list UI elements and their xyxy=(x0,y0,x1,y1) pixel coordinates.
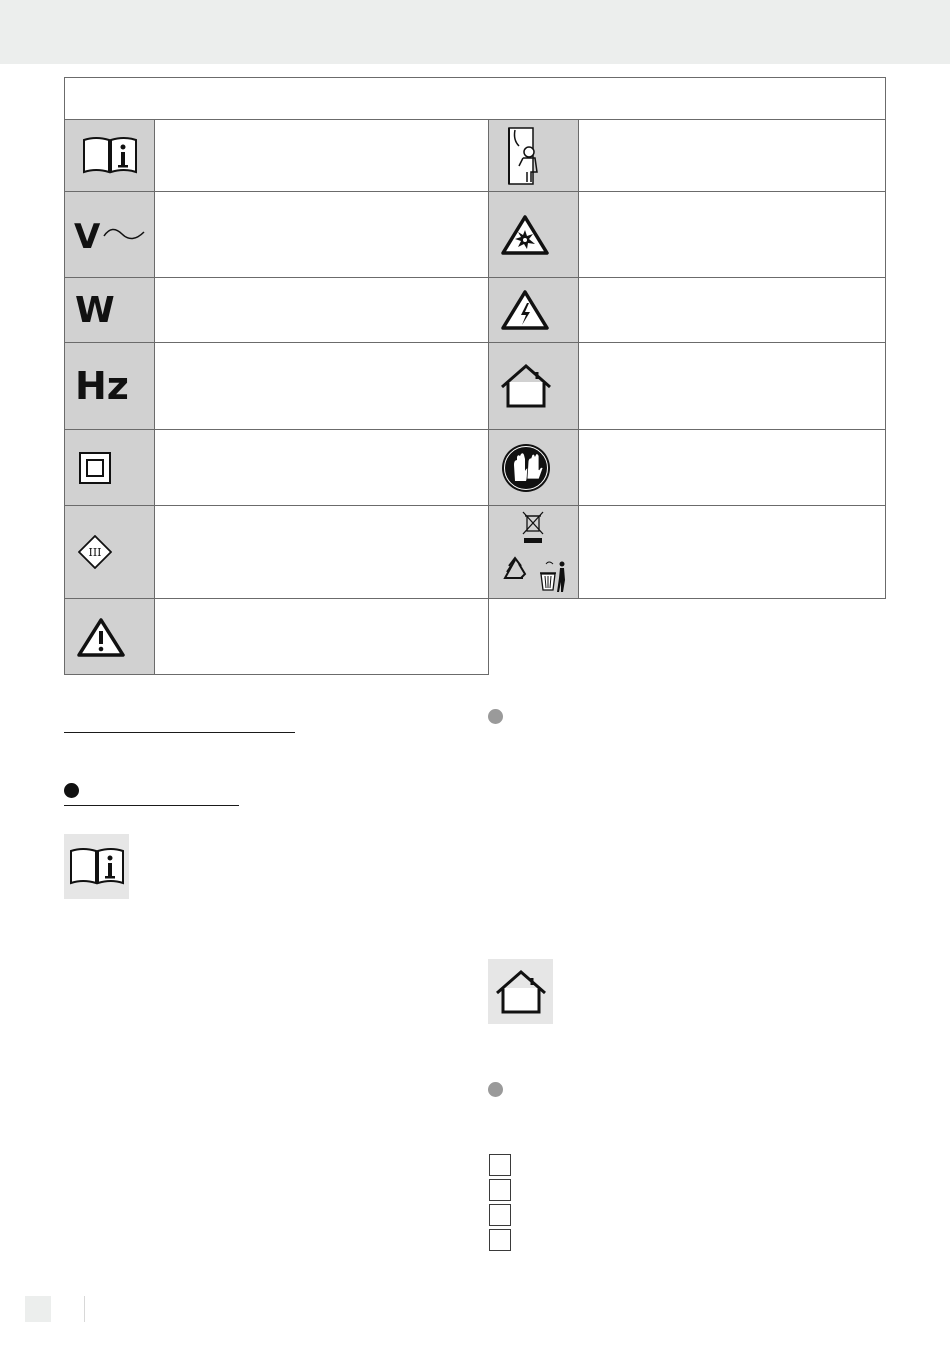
checklist-box[interactable] xyxy=(489,1154,511,1176)
left-section-rule xyxy=(64,732,295,733)
wear-gloves-icon xyxy=(501,443,551,493)
symbol-cell-indoor xyxy=(488,342,579,430)
symbol-desc-indoor xyxy=(578,342,886,430)
protection-class-ii-icon xyxy=(79,452,111,484)
symbol-cell-child xyxy=(488,119,579,192)
symbol-table-header-text xyxy=(65,78,885,94)
footer-divider xyxy=(84,1296,85,1322)
symbol-desc-text xyxy=(155,599,488,615)
section-bullet-grey xyxy=(488,709,503,724)
symbol-desc-class-ii xyxy=(154,429,489,506)
symbol-table-header xyxy=(64,77,886,120)
symbol-desc-text xyxy=(579,506,885,522)
symbol-desc-text xyxy=(579,120,885,136)
left-subheading xyxy=(86,782,236,798)
checklist-box[interactable] xyxy=(489,1179,511,1201)
symbol-cell-explosion xyxy=(488,191,579,278)
symbol-desc-text xyxy=(579,430,885,446)
symbol-desc-explosion xyxy=(578,191,886,278)
indoor-use-icon xyxy=(499,363,553,409)
symbol-cell-warning xyxy=(64,598,155,675)
indoor-icon-box xyxy=(488,959,553,1024)
symbol-desc-class-iii xyxy=(154,505,489,599)
indoor-use-icon xyxy=(494,969,548,1015)
symbol-desc-volt xyxy=(154,191,489,278)
symbol-cell-class-iii xyxy=(64,505,155,599)
symbol-desc-text xyxy=(155,343,488,359)
left-section-heading xyxy=(64,712,294,728)
section-bullet-black xyxy=(64,783,79,798)
class-iii-label: III xyxy=(88,546,102,559)
symbol-desc-text xyxy=(155,278,488,294)
symbol-desc-hertz xyxy=(154,342,489,430)
symbol-cell-class-ii xyxy=(64,429,155,506)
warning-triangle-icon xyxy=(77,617,125,657)
symbol-desc-text xyxy=(155,120,488,136)
manual-info-icon xyxy=(82,136,138,176)
symbol-cell-volt xyxy=(64,191,155,278)
volt-ac-icon xyxy=(74,218,146,252)
top-bar xyxy=(0,0,950,64)
manual-icon-box xyxy=(64,834,129,899)
section-bullet-grey xyxy=(488,1082,503,1097)
left-subheading-rule xyxy=(64,805,239,806)
symbol-desc-disposal xyxy=(578,505,886,599)
symbol-cell-hertz xyxy=(64,342,155,430)
child-supervision-icon xyxy=(501,126,543,186)
symbol-cell-watt xyxy=(64,277,155,343)
symbol-cell-gloves xyxy=(488,429,579,506)
symbol-cell-electric xyxy=(488,277,579,343)
symbol-desc-text xyxy=(579,343,885,359)
symbol-desc-electric xyxy=(578,277,886,343)
explosion-warning-icon xyxy=(501,214,549,256)
manual-info-icon xyxy=(69,847,125,887)
watt-icon: W xyxy=(75,289,115,331)
disposal-recycling-icon xyxy=(499,510,569,594)
symbol-cell-disposal xyxy=(488,505,579,599)
hertz-icon: Hz xyxy=(75,364,129,408)
symbol-desc-watt xyxy=(154,277,489,343)
symbol-desc-manual xyxy=(154,119,489,192)
checklist-box[interactable] xyxy=(489,1204,511,1226)
checklist-box[interactable] xyxy=(489,1229,511,1251)
protection-class-iii-icon xyxy=(78,535,112,569)
symbol-desc-text xyxy=(155,192,488,208)
symbol-desc-gloves xyxy=(578,429,886,506)
symbol-desc-text xyxy=(579,278,885,294)
right-section-2-heading xyxy=(510,1081,880,1097)
symbol-desc-text xyxy=(155,506,488,522)
symbol-desc-text xyxy=(579,192,885,208)
right-section-1-heading xyxy=(510,708,880,724)
page-number-box xyxy=(25,1296,51,1322)
symbol-desc-child xyxy=(578,119,886,192)
symbol-cell-manual xyxy=(64,119,155,192)
volt-symbol: V xyxy=(73,217,100,252)
electric-shock-warning-icon xyxy=(501,289,549,331)
symbol-desc-text xyxy=(155,430,488,446)
symbol-desc-warning xyxy=(154,598,489,675)
